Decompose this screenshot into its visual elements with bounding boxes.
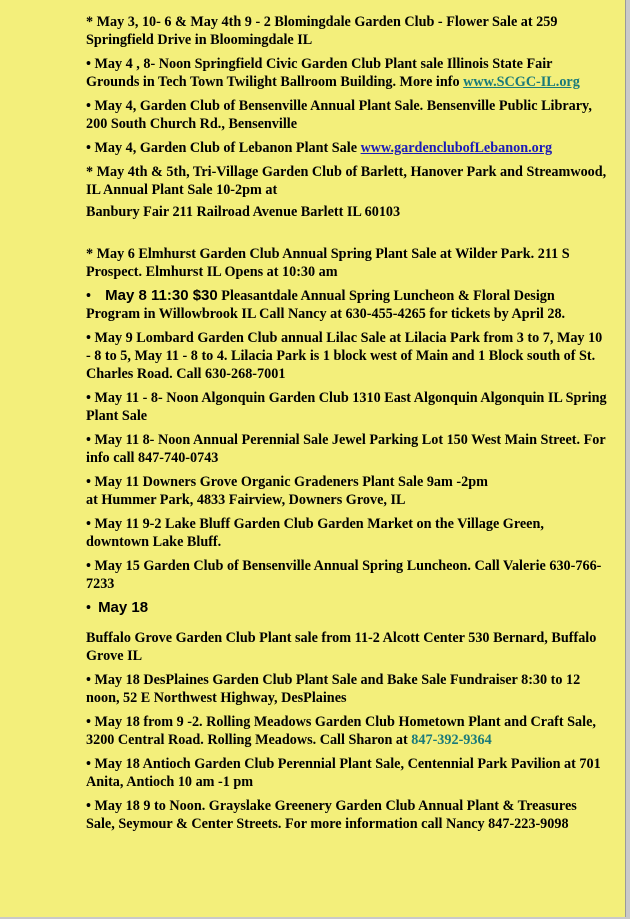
list-item: * May 3, 10- 6 & May 4th 9 - 2 Blomingdale Garden Club - Flower Sale at 259 Springfield Drive in Bloomingdale IL xyxy=(86,14,558,48)
event-date-highlight: May 8 11:30 $30 xyxy=(105,287,218,304)
list-item: Banbury Fair 211 Railroad Avenue Barlett IL 60103 xyxy=(86,204,401,220)
list-item: • May 11 8- Noon Annual Perennial Sale Jewel Parking Lot 150 West Main Street. For info call 847-740-0743 xyxy=(86,432,606,466)
list-item: • May 18 from 9 -2. Rolling Meadows Garden Club Hometown Plant and Craft Sale, 3200 Central Road. Rolling Meadows. Call Sharon at 847-392-9364 xyxy=(86,714,596,748)
list-item: • May 8 11:30 $30 Pleasantdale Annual Spring Luncheon & Floral Design Program in Willowbrook IL Call Nancy at 630-455-4265 for tickets by April 28. xyxy=(86,287,566,322)
list-item: • May 11 Downers Grove Organic Gradeners Plant Sale 9am -2pm xyxy=(86,474,488,490)
list-item: * May 4th & 5th, Tri-Village Garden Club of Barlett, Hanover Park and Streamwood, IL Annual Plant Sale 10-2pm at xyxy=(86,164,607,198)
list-item: • May 18 9 to Noon. Grayslake Greenery Garden Club Annual Plant & Treasures Sale, Seymour & Center Streets. For more information call Nancy 847-223-9098 xyxy=(86,798,577,832)
list-item: at Hummer Park, 4833 Fairview, Downers Grove, IL xyxy=(86,492,406,508)
list-item: • May 18 Antioch Garden Club Perennial Plant Sale, Centennial Park Pavilion at 701 Anita, Antioch 10 am -1 pm xyxy=(86,756,601,790)
list-item: * May 6 Elmhurst Garden Club Annual Spring Plant Sale at Wilder Park. 211 S Prospect. Elmhurst IL Opens at 10:30 am xyxy=(86,246,570,280)
list-item: • May 11 - 8- Noon Algonquin Garden Club 1310 East Algonquin Algonquin IL Spring Plant Sale xyxy=(86,390,607,424)
list-item: • May 11 9-2 Lake Bluff Garden Club Garden Market on the Village Green, downtown Lake Bluff. xyxy=(86,516,544,550)
list-item: • May 18 xyxy=(86,599,149,616)
lebanon-website-link[interactable]: www.gardenclubofLebanon.org xyxy=(360,140,553,156)
list-item: • May 18 DesPlaines Garden Club Plant Sale and Bake Sale Fundraiser 8:30 to 12 noon, 52 E Northwest Highway, DesPlaines xyxy=(86,672,581,706)
list-item: • May 4, Garden Club of Lebanon Plant Sale www.gardenclubofLebanon.org xyxy=(86,140,553,156)
event-date-highlight: May 18 xyxy=(98,599,149,616)
list-item: Buffalo Grove Garden Club Plant sale from 11-2 Alcott Center 530 Bernard, Buffalo Grove IL xyxy=(86,630,597,664)
list-item: • May 4, Garden Club of Bensenville Annual Plant Sale. Bensenville Public Library, 200 South Church Rd., Bensenville xyxy=(86,98,592,132)
list-item: • May 9 Lombard Garden Club annual Lilac Sale at Lilacia Park from 3 to 7, May 10 - 8 to 5, May 11 - 8 to 4. Lilacia Park is 1 block west of Main and 1 Block south of St. Charles Road. Call 630-268-7001 xyxy=(86,330,603,382)
page-right-border xyxy=(625,0,630,919)
scgc-website-link[interactable]: www.SCGC-IL.org xyxy=(463,74,580,90)
spacer xyxy=(86,227,608,245)
sharon-phone-number: 847-392-9364 xyxy=(411,732,492,748)
list-item: • May 15 Garden Club of Bensenville Annual Spring Luncheon. Call Valerie 630-766-7233 xyxy=(86,558,602,592)
list-item: • May 4 , 8- Noon Springfield Civic Garden Club Plant sale Illinois State Fair Grounds in Tech Town Twilight Ballroom Building. More info www.SCGC-IL.org xyxy=(86,56,580,90)
event-listing xyxy=(86,13,608,839)
